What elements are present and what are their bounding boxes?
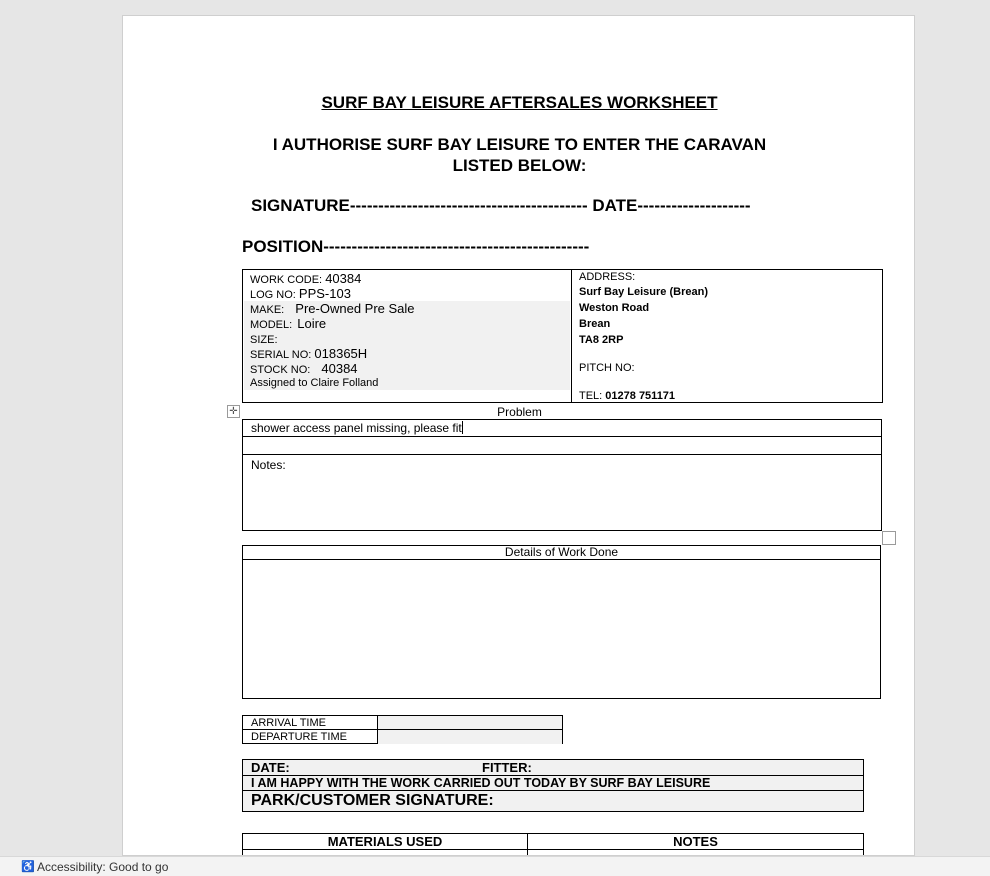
serial-no-label: SERIAL NO: <box>250 349 312 361</box>
authorisation-line-2: LISTED BELOW: <box>452 156 587 175</box>
problem-empty-row[interactable] <box>242 436 882 455</box>
signoff-date-label: DATE: <box>251 760 290 775</box>
arrival-time-label: ARRIVAL TIME <box>251 717 326 729</box>
telephone-label: TEL: <box>579 390 603 402</box>
model-label: MODEL: <box>250 319 293 331</box>
make-value: Pre-Owned Pre Sale <box>295 301 415 316</box>
accessibility-status[interactable]: Accessibility: Good to go <box>37 860 169 874</box>
customer-signoff-table[interactable] <box>242 759 864 812</box>
notes-label: Notes: <box>251 458 286 472</box>
table-move-handle-icon[interactable]: ✛ <box>227 405 240 418</box>
authorisation-line-1: I AUTHORISE SURF BAY LEISURE TO ENTER THE CARAVAN <box>272 135 767 154</box>
pitch-no-label: PITCH NO: <box>579 362 635 374</box>
stock-no-field <box>250 361 358 376</box>
address-line-3: Brean <box>579 318 611 330</box>
model-field <box>250 316 326 331</box>
log-no-label: LOG NO: <box>250 289 296 301</box>
document-page[interactable] <box>122 15 915 856</box>
telephone-field <box>579 390 675 402</box>
assigned-to-text: Assigned to Claire Folland <box>250 377 379 389</box>
stock-no-value: 40384 <box>321 361 358 376</box>
size-field <box>250 334 278 346</box>
window-top-strip <box>0 0 990 8</box>
authorisation-statement <box>123 134 915 176</box>
text-cursor <box>462 421 463 434</box>
worksheet-title: SURF BAY LEISURE AFTERSALES WORKSHEET <box>321 93 718 112</box>
work-code-value: 40384 <box>325 271 362 286</box>
arrival-time-value-cell[interactable] <box>377 716 562 730</box>
customer-signature-label: PARK/CUSTOMER SIGNATURE: <box>251 792 494 809</box>
status-bar <box>0 856 990 876</box>
work-code-label: WORK CODE: <box>250 274 323 286</box>
log-no-field <box>250 286 351 301</box>
date-fitter-row[interactable] <box>243 760 863 775</box>
time-table[interactable] <box>242 715 563 744</box>
serial-no-field <box>250 346 367 361</box>
notes-cell[interactable] <box>242 454 882 531</box>
work-code-field <box>250 271 361 286</box>
problem-header: Problem <box>497 405 542 419</box>
serial-no-value: 018365H <box>314 346 368 361</box>
position-line: POSITION----------------------------------------------- <box>242 237 590 256</box>
work-done-header: Details of Work Done <box>242 545 881 560</box>
signature-date-line: SIGNATURE------------------------------------------ DATE-------------------- <box>251 196 751 215</box>
address-postcode: TA8 2RP <box>579 334 624 346</box>
materials-header-divider <box>243 849 863 850</box>
happy-statement: I AM HAPPY WITH THE WORK CARRIED OUT TODAY BY SURF BAY LEISURE <box>251 776 711 790</box>
telephone-value: 01278 751171 <box>605 390 676 402</box>
problem-description-text: shower access panel missing, please fit <box>251 421 462 435</box>
materials-used-header: MATERIALS USED <box>327 834 443 849</box>
model-value: Loire <box>297 316 327 331</box>
work-done-cell[interactable] <box>242 559 881 699</box>
address-line-2: Weston Road <box>579 302 650 314</box>
unit-info-divider <box>571 270 572 402</box>
departure-time-label: DEPARTURE TIME <box>251 731 347 743</box>
departure-time-value-cell[interactable] <box>377 730 562 744</box>
materials-column-divider <box>527 834 528 856</box>
stock-no-label: STOCK NO: <box>250 364 311 376</box>
log-no-value: PPS-103 <box>298 286 351 301</box>
size-label: SIZE: <box>250 334 278 346</box>
table-resize-handle-icon[interactable] <box>882 531 896 545</box>
fitter-label: FITTER: <box>482 760 532 775</box>
materials-notes-header: NOTES <box>673 834 718 849</box>
make-label: MAKE: <box>250 304 285 316</box>
make-field <box>250 301 415 316</box>
materials-table[interactable] <box>242 833 864 856</box>
problem-description-cell[interactable] <box>242 419 882 437</box>
address-label: ADDRESS: <box>579 271 636 283</box>
accessibility-icon[interactable]: ♿ <box>21 861 35 873</box>
unit-info-table[interactable] <box>242 269 883 403</box>
address-line-1: Surf Bay Leisure (Brean) <box>579 286 708 298</box>
